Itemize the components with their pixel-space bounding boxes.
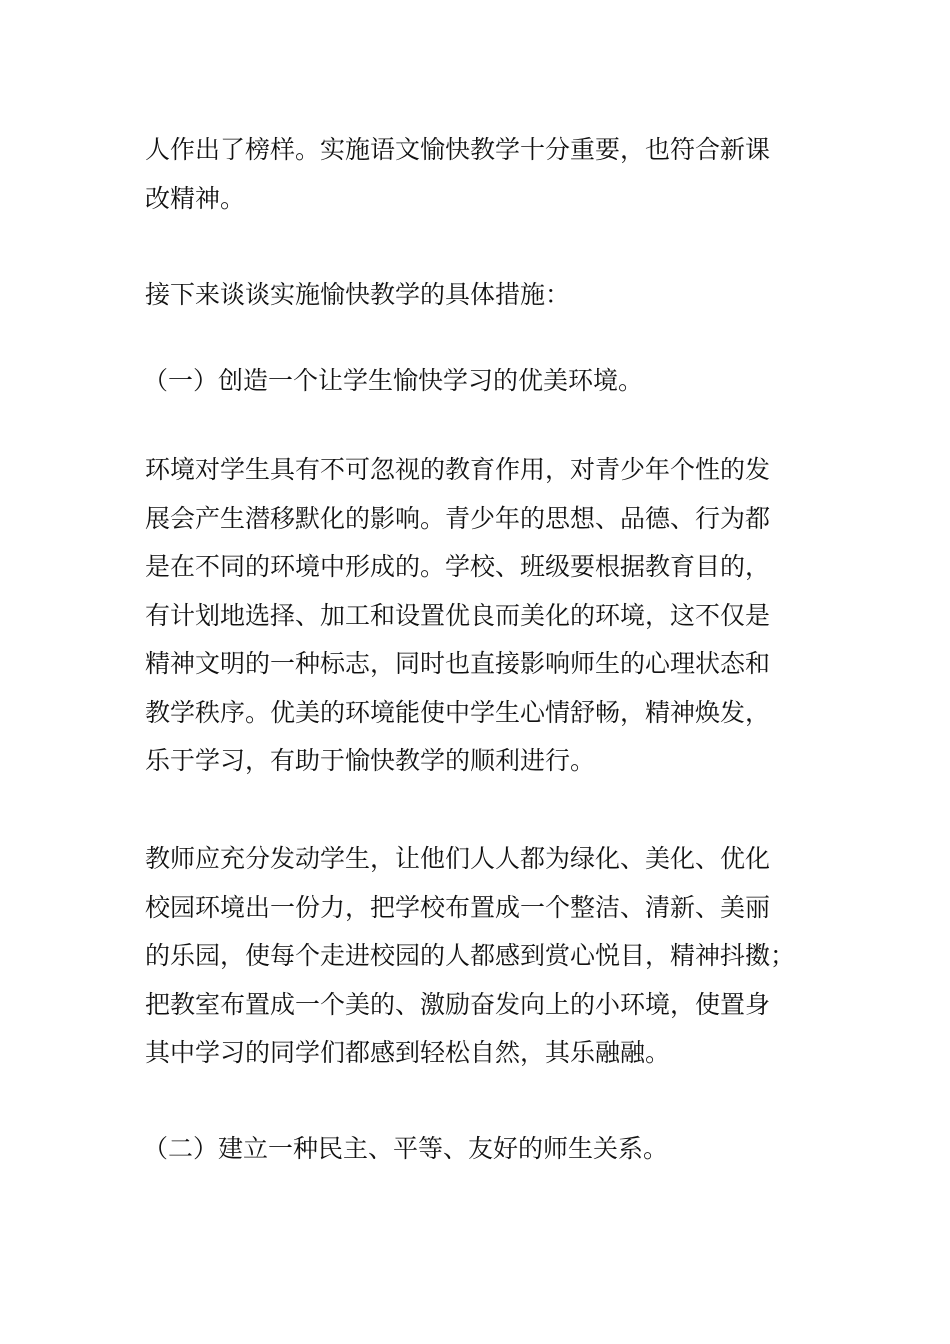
text-line: 环境对学生具有不可忽视的教育作用，对青少年个性的发 (145, 455, 771, 484)
text-line: 人作出了榜样。实施语文愉快教学十分重要，也符合新课 (145, 135, 771, 164)
text-line: 校园环境出一份力，把学校布置成一个整洁、清新、美丽 (145, 892, 771, 922)
paragraph-environment (145, 446, 795, 786)
text-line: 有计划地选择、加工和设置优良而美化的环境，这不仅是 (145, 600, 771, 630)
text-line: 教师应充分发动学生，让他们人人都为绿化、美化、优化 (145, 844, 771, 873)
section-heading-two (145, 1125, 795, 1174)
paragraph-measures-intro (145, 271, 795, 320)
text-line: 教学秩序。优美的环境能使中学生心情舒畅，精神焕发， (145, 697, 771, 727)
text-line: 是在不同的环境中形成的。学校、班级要根据教育目的， (145, 552, 771, 581)
text-line: 展会产生潜移默化的影响。青少年的思想、品德、行为都 (145, 503, 771, 533)
text-line: 乐于学习，有助于愉快教学的顺利进行。 (145, 746, 596, 775)
section-heading-text: （一）创造一个让学生愉快学习的优美环境。 (143, 366, 644, 395)
section-heading-text: （二）建立一种民主、平等、友好的师生关系。 (143, 1134, 669, 1163)
text-line: 把教室布置成一个美的、激励奋发向上的小环境，使置身 (145, 989, 771, 1019)
text-line: 接下来谈谈实施愉快教学的具体措施： (145, 280, 571, 309)
text-line: 的乐园，使每个走进校园的人都感到赏心悦目，精神抖擞； (145, 941, 796, 970)
text-line: 精神文明的一种标志，同时也直接影响师生的心理状态和 (145, 649, 771, 678)
section-heading-one (145, 357, 795, 406)
paragraph-intro-continuation (145, 126, 795, 223)
paragraph-teacher-mobilize (145, 835, 795, 1078)
text-line: 改精神。 (145, 183, 246, 213)
text-line: 其中学习的同学们都感到轻松自然，其乐融融。 (145, 1038, 671, 1067)
